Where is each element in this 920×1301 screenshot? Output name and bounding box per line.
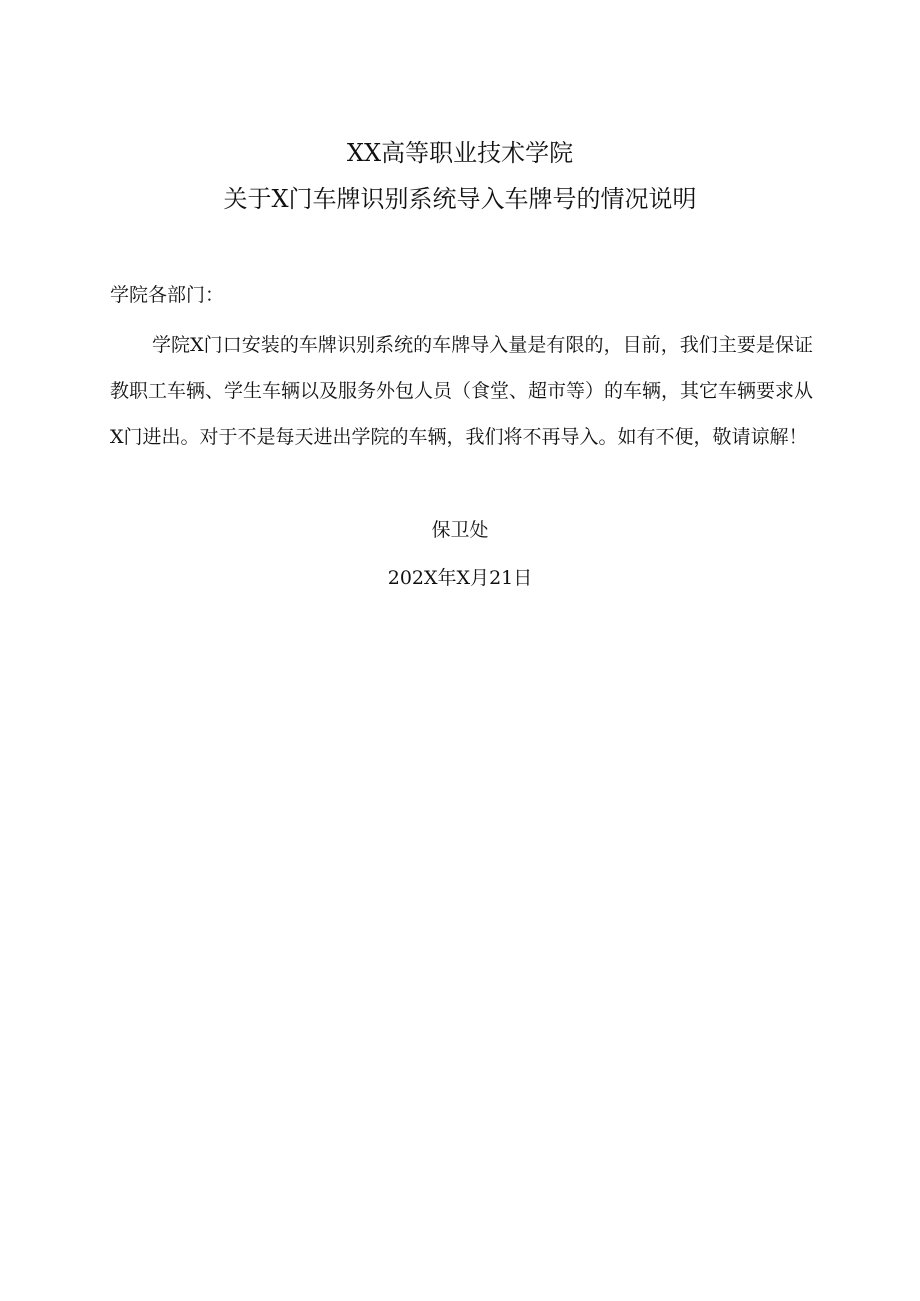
document-title-block bbox=[0, 132, 920, 220]
document-title: XX高等职业技术学院 bbox=[346, 139, 574, 167]
document-date: 202X年X月21日 bbox=[387, 567, 533, 589]
body-paragraph: 学院X门口安装的车牌识别系统的车牌导入量是有限的，目前，我们主要是保证教职工车辆、学生车辆以及服务外包人员（食堂、超市等）的车辆，其它车辆要求从X门进出。对于不是每天进出学院的车辆，我们将不再导入。如有不便，敬请谅解！ bbox=[110, 334, 814, 448]
signer: 保卫处 bbox=[431, 519, 489, 541]
salutation: 学院各部门： bbox=[110, 284, 225, 306]
document-subtitle: 关于X门车牌识别系统导入车牌号的情况说明 bbox=[223, 185, 697, 213]
